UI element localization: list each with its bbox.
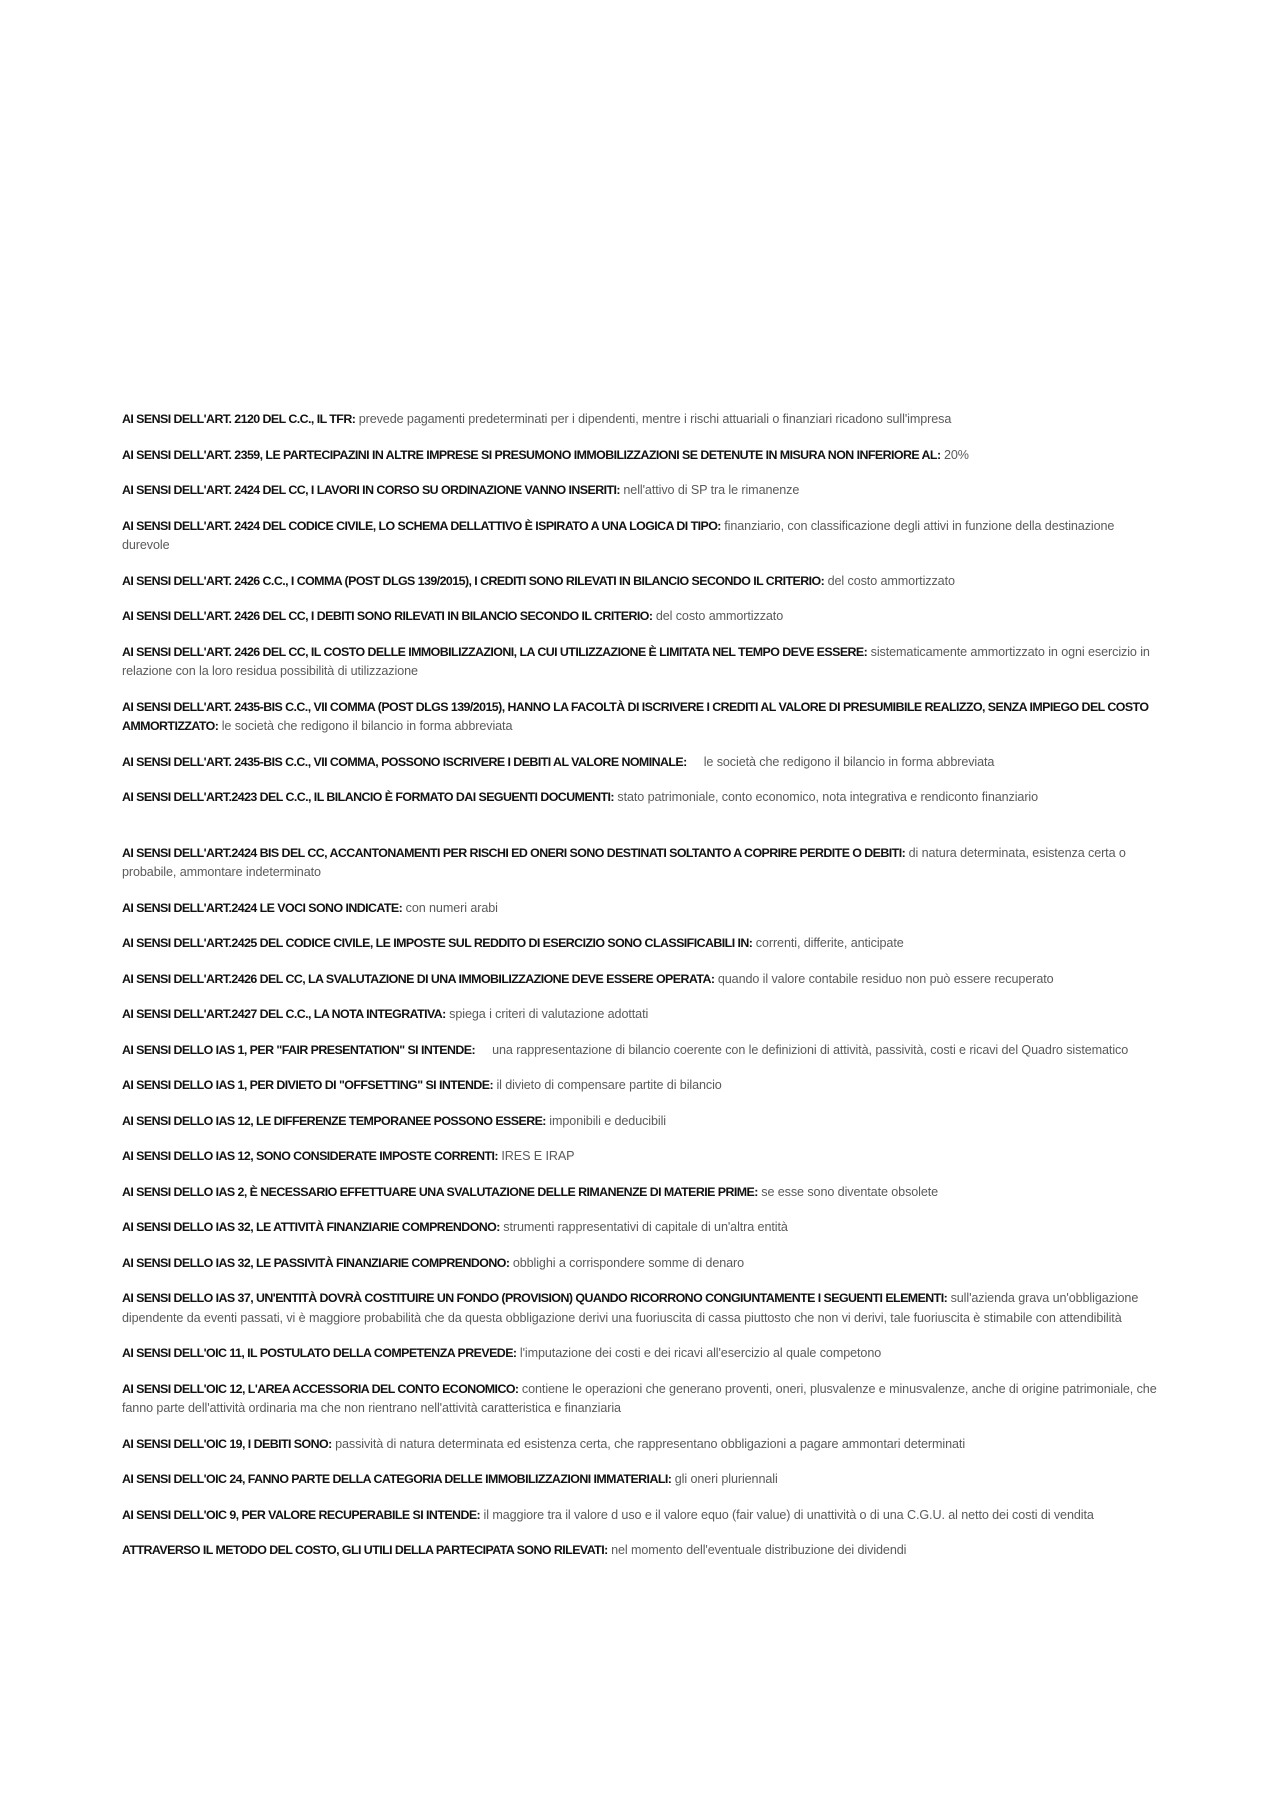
entry-answer: gli oneri pluriennali	[674, 1472, 778, 1486]
list-item	[122, 481, 1162, 501]
entry-question: AI SENSI DELL'OIC 19, I DEBITI SONO:	[122, 1436, 332, 1451]
list-item	[122, 643, 1162, 682]
entry-question: AI SENSI DELL'ART. 2426 DEL CC, IL COSTO DELLE IMMOBILIZZAZIONI, LA CUI UTILIZZAZIONE È LIMITATA NEL TEMPO DEVE ESSERE:	[122, 644, 868, 659]
entry-question: AI SENSI DELL'ART.2423 DEL C.C., IL BILANCIO È FORMATO DAI SEGUENTI DOCUMENTI:	[122, 790, 614, 804]
entry-answer: con numeri arabi	[405, 900, 498, 915]
list-item	[122, 1380, 1162, 1419]
entry-answer: spiega i criteri di valutazione adottati	[449, 1007, 649, 1021]
entry-answer: sull'azienda grava un'obbligazione dipendente da eventi passati, vi è maggiore probabilità che da questa obbligazione derivi una fuoriuscita di cassa piuttosto che non vi derivi, tale fuoriuscita è stimabile con attendibilità	[122, 1291, 1139, 1325]
list-item	[122, 410, 1162, 430]
entry-question: AI SENSI DELL'ART. 2424 DEL CODICE CIVILE, LO SCHEMA DELLATTIVO È ISPIRATO A UNA LOGICA DI TIPO:	[122, 518, 721, 533]
entry-question: AI SENSI DELL'OIC 9, PER VALORE RECUPERABILE SI INTENDE:	[122, 1507, 481, 1522]
entry-question: AI SENSI DELL'ART. 2359, LE PARTECIPAZINI IN ALTRE IMPRESE SI PRESUMONO IMMOBILIZZAZIONI SE DETENUTE IN MISURA NON INFERIORE AL:	[122, 447, 941, 462]
entry-answer: del costo ammortizzato	[827, 573, 955, 588]
list-item	[122, 446, 1162, 466]
entry-question: AI SENSI DELLO IAS 12, SONO CONSIDERATE IMPOSTE CORRENTI:	[122, 1149, 498, 1163]
list-item	[122, 1076, 1162, 1096]
entry-answer: se esse sono diventate obsolete	[761, 1184, 939, 1199]
list-item	[122, 1506, 1162, 1526]
entry-question: AI SENSI DELL'ART.2425 DEL CODICE CIVILE, LE IMPOSTE SUL REDDITO DI ESERCIZIO SONO CLASSIFICABILI IN:	[122, 936, 753, 950]
list-item	[122, 1183, 1162, 1203]
list-item	[122, 1112, 1162, 1132]
list-item	[122, 1041, 1162, 1061]
entry-question: AI SENSI DELL'ART.2424 BIS DEL CC, ACCANTONAMENTI PER RISCHI ED ONERI SONO DESTINATI SOLTANTO A COPRIRE PERDITE O DEBITI:	[122, 845, 906, 860]
list-item	[122, 1218, 1162, 1238]
entry-question: AI SENSI DELL'OIC 11, IL POSTULATO DELLA COMPETENZA PREVEDE:	[122, 1346, 517, 1360]
list-item	[122, 844, 1162, 883]
entry-question: AI SENSI DELLO IAS 2, È NECESSARIO EFFETTUARE UNA SVALUTAZIONE DELLE RIMANENZE DI MATERIE PRIME:	[122, 1184, 758, 1199]
entry-question: AI SENSI DELLO IAS 37, UN'ENTITÀ DOVRÀ COSTITUIRE UN FONDO (PROVISION) QUANDO RICORRONO CONGIUNTAMENTE I SEGUENTI ELEMENTI:	[122, 1291, 948, 1305]
entry-question: AI SENSI DELLO IAS 32, LE PASSIVITÀ FINANZIARIE COMPRENDONO:	[122, 1255, 510, 1270]
entry-answer: sistematicamente ammortizzato in ogni esercizio in relazione con la loro residua possibilità di utilizzazione	[122, 644, 1150, 678]
entry-answer: prevede pagamenti predeterminati per i dipendenti, mentre i rischi attuariali o finanziari ricadono sull'impresa	[358, 412, 952, 426]
entry-answer: imponibili e deducibili	[549, 1113, 667, 1128]
list-item	[122, 572, 1162, 592]
entry-answer: passività di natura determinata ed esistenza certa, che rappresentano obbligazioni a pagare ammontari determinati	[335, 1436, 966, 1451]
entry-question: AI SENSI DELL'OIC 24, FANNO PARTE DELLA CATEGORIA DELLE IMMOBILIZZAZIONI IMMATERIALI:	[122, 1472, 672, 1486]
entry-question: AI SENSI DELL'ART.2424 LE VOCI SONO INDICATE:	[122, 900, 403, 915]
entry-question: AI SENSI DELL'ART. 2435-BIS C.C., VII COMMA, POSSONO ISCRIVERE I DEBITI AL VALORE NOMINALE:	[122, 754, 687, 769]
list-item	[122, 517, 1162, 556]
entry-answer: nell'attivo di SP tra le rimanenze	[623, 483, 800, 497]
entry-answer: le società che redigono il bilancio in forma abbreviata	[221, 719, 513, 733]
entry-answer: IRES E IRAP	[501, 1149, 575, 1163]
entry-answer: strumenti rappresentativi di capitale di un'altra entità	[503, 1220, 788, 1234]
entry-answer: 20%	[943, 447, 969, 462]
list-item	[122, 899, 1162, 919]
entry-answer: di natura determinata, esistenza certa o probabile, ammontare indeterminato	[122, 845, 1126, 879]
list-item	[122, 1435, 1162, 1455]
list-item	[122, 970, 1162, 990]
entry-answer: il divieto di compensare partite di bilancio	[496, 1078, 722, 1092]
entry-answer: il maggiore tra il valore d uso e il valore equo (fair value) di unattività o di una C.G.U. al netto dei costi di vendita	[483, 1507, 1094, 1522]
entry-answer: obblighi a corrispondere somme di denaro	[512, 1255, 745, 1270]
entry-question: AI SENSI DELLO IAS 32, LE ATTIVITÀ FINANZIARIE COMPRENDONO:	[122, 1220, 500, 1234]
entry-question: AI SENSI DELLO IAS 1, PER "FAIR PRESENTATION" SI INTENDE:	[122, 1042, 476, 1057]
entry-question: AI SENSI DELLO IAS 1, PER DIVIETO DI "OFFSETTING" SI INTENDE:	[122, 1078, 494, 1092]
entry-answer: stato patrimoniale, conto economico, nota integrativa e rendiconto finanziario	[617, 790, 1039, 804]
list-item	[122, 1254, 1162, 1274]
entry-answer: del costo ammortizzato	[655, 609, 784, 623]
entry-answer: una rappresentazione di bilancio coerente con le definizioni di attività, passività, costi e ricavi del Quadro sistematico	[478, 1042, 1129, 1057]
entry-question: AI SENSI DELL'ART. 2424 DEL CC, I LAVORI IN CORSO SU ORDINAZIONE VANNO INSERITI:	[122, 483, 620, 497]
list-item	[122, 1147, 1162, 1167]
entry-answer: nel momento dell'eventuale distribuzione dei dividendi	[611, 1543, 907, 1557]
list-item	[122, 1541, 1162, 1561]
list-item	[122, 753, 1162, 773]
list-item	[122, 698, 1162, 737]
entry-question: AI SENSI DELL'ART. 2426 DEL CC, I DEBITI SONO RILEVATI IN BILANCIO SECONDO IL CRITERIO:	[122, 609, 653, 623]
list-item	[122, 1470, 1162, 1490]
entry-answer: le società che redigono il bilancio in forma abbreviata	[690, 754, 995, 769]
entry-question: ATTRAVERSO IL METODO DEL COSTO, GLI UTILI DELLA PARTECIPATA SONO RILEVATI:	[122, 1543, 608, 1557]
entry-question: AI SENSI DELL'ART.2426 DEL CC, LA SVALUTAZIONE DI UNA IMMOBILIZZAZIONE DEVE ESSERE OPERATA:	[122, 971, 715, 986]
entry-question: AI SENSI DELL'ART. 2435-BIS C.C., VII COMMA (POST DLGS 139/2015), HANNO LA FACOLTÀ DI ISCRIVERE I CREDITI AL VALORE DI PRESUMIBILE REALIZZO, SENZA IMPIEGO DEL COSTO AMMORTIZZATO:	[122, 699, 1149, 733]
list-item	[122, 1289, 1162, 1328]
entry-question: AI SENSI DELLO IAS 12, LE DIFFERENZE TEMPORANEE POSSONO ESSERE:	[122, 1113, 546, 1128]
list-item	[122, 788, 1162, 808]
list-item	[122, 1344, 1162, 1364]
entry-list	[122, 410, 1162, 1577]
list-item	[122, 1005, 1162, 1025]
entry-answer: quando il valore contabile residuo non può essere recuperato	[717, 971, 1054, 986]
entry-question: AI SENSI DELL'ART.2427 DEL C.C., LA NOTA INTEGRATIVA:	[122, 1007, 446, 1021]
entry-question: AI SENSI DELL'ART. 2120 DEL C.C., IL TFR:	[122, 412, 356, 426]
list-item	[122, 934, 1162, 954]
entry-answer: contiene le operazioni che generano proventi, oneri, plusvalenze e minusvalenze, anche di origine patrimoniale, che fanno parte dell'attività ordinaria ma che non rientrano nell'attività caratteristica e finanziaria	[122, 1381, 1157, 1415]
entry-question: AI SENSI DELL'ART. 2426 C.C., I COMMA (POST DLGS 139/2015), I CREDITI SONO RILEVATI IN BILANCIO SECONDO IL CRITERIO:	[122, 573, 825, 588]
entry-answer: correnti, differite, anticipate	[755, 936, 904, 950]
entry-answer: finanziario, con classificazione degli attivi in funzione della destinazione durevole	[122, 518, 1115, 552]
list-item	[122, 607, 1162, 627]
entry-question: AI SENSI DELL'OIC 12, L'AREA ACCESSORIA DEL CONTO ECONOMICO:	[122, 1381, 519, 1396]
entry-answer: l'imputazione dei costi e dei ricavi all'esercizio al quale competono	[519, 1346, 882, 1360]
